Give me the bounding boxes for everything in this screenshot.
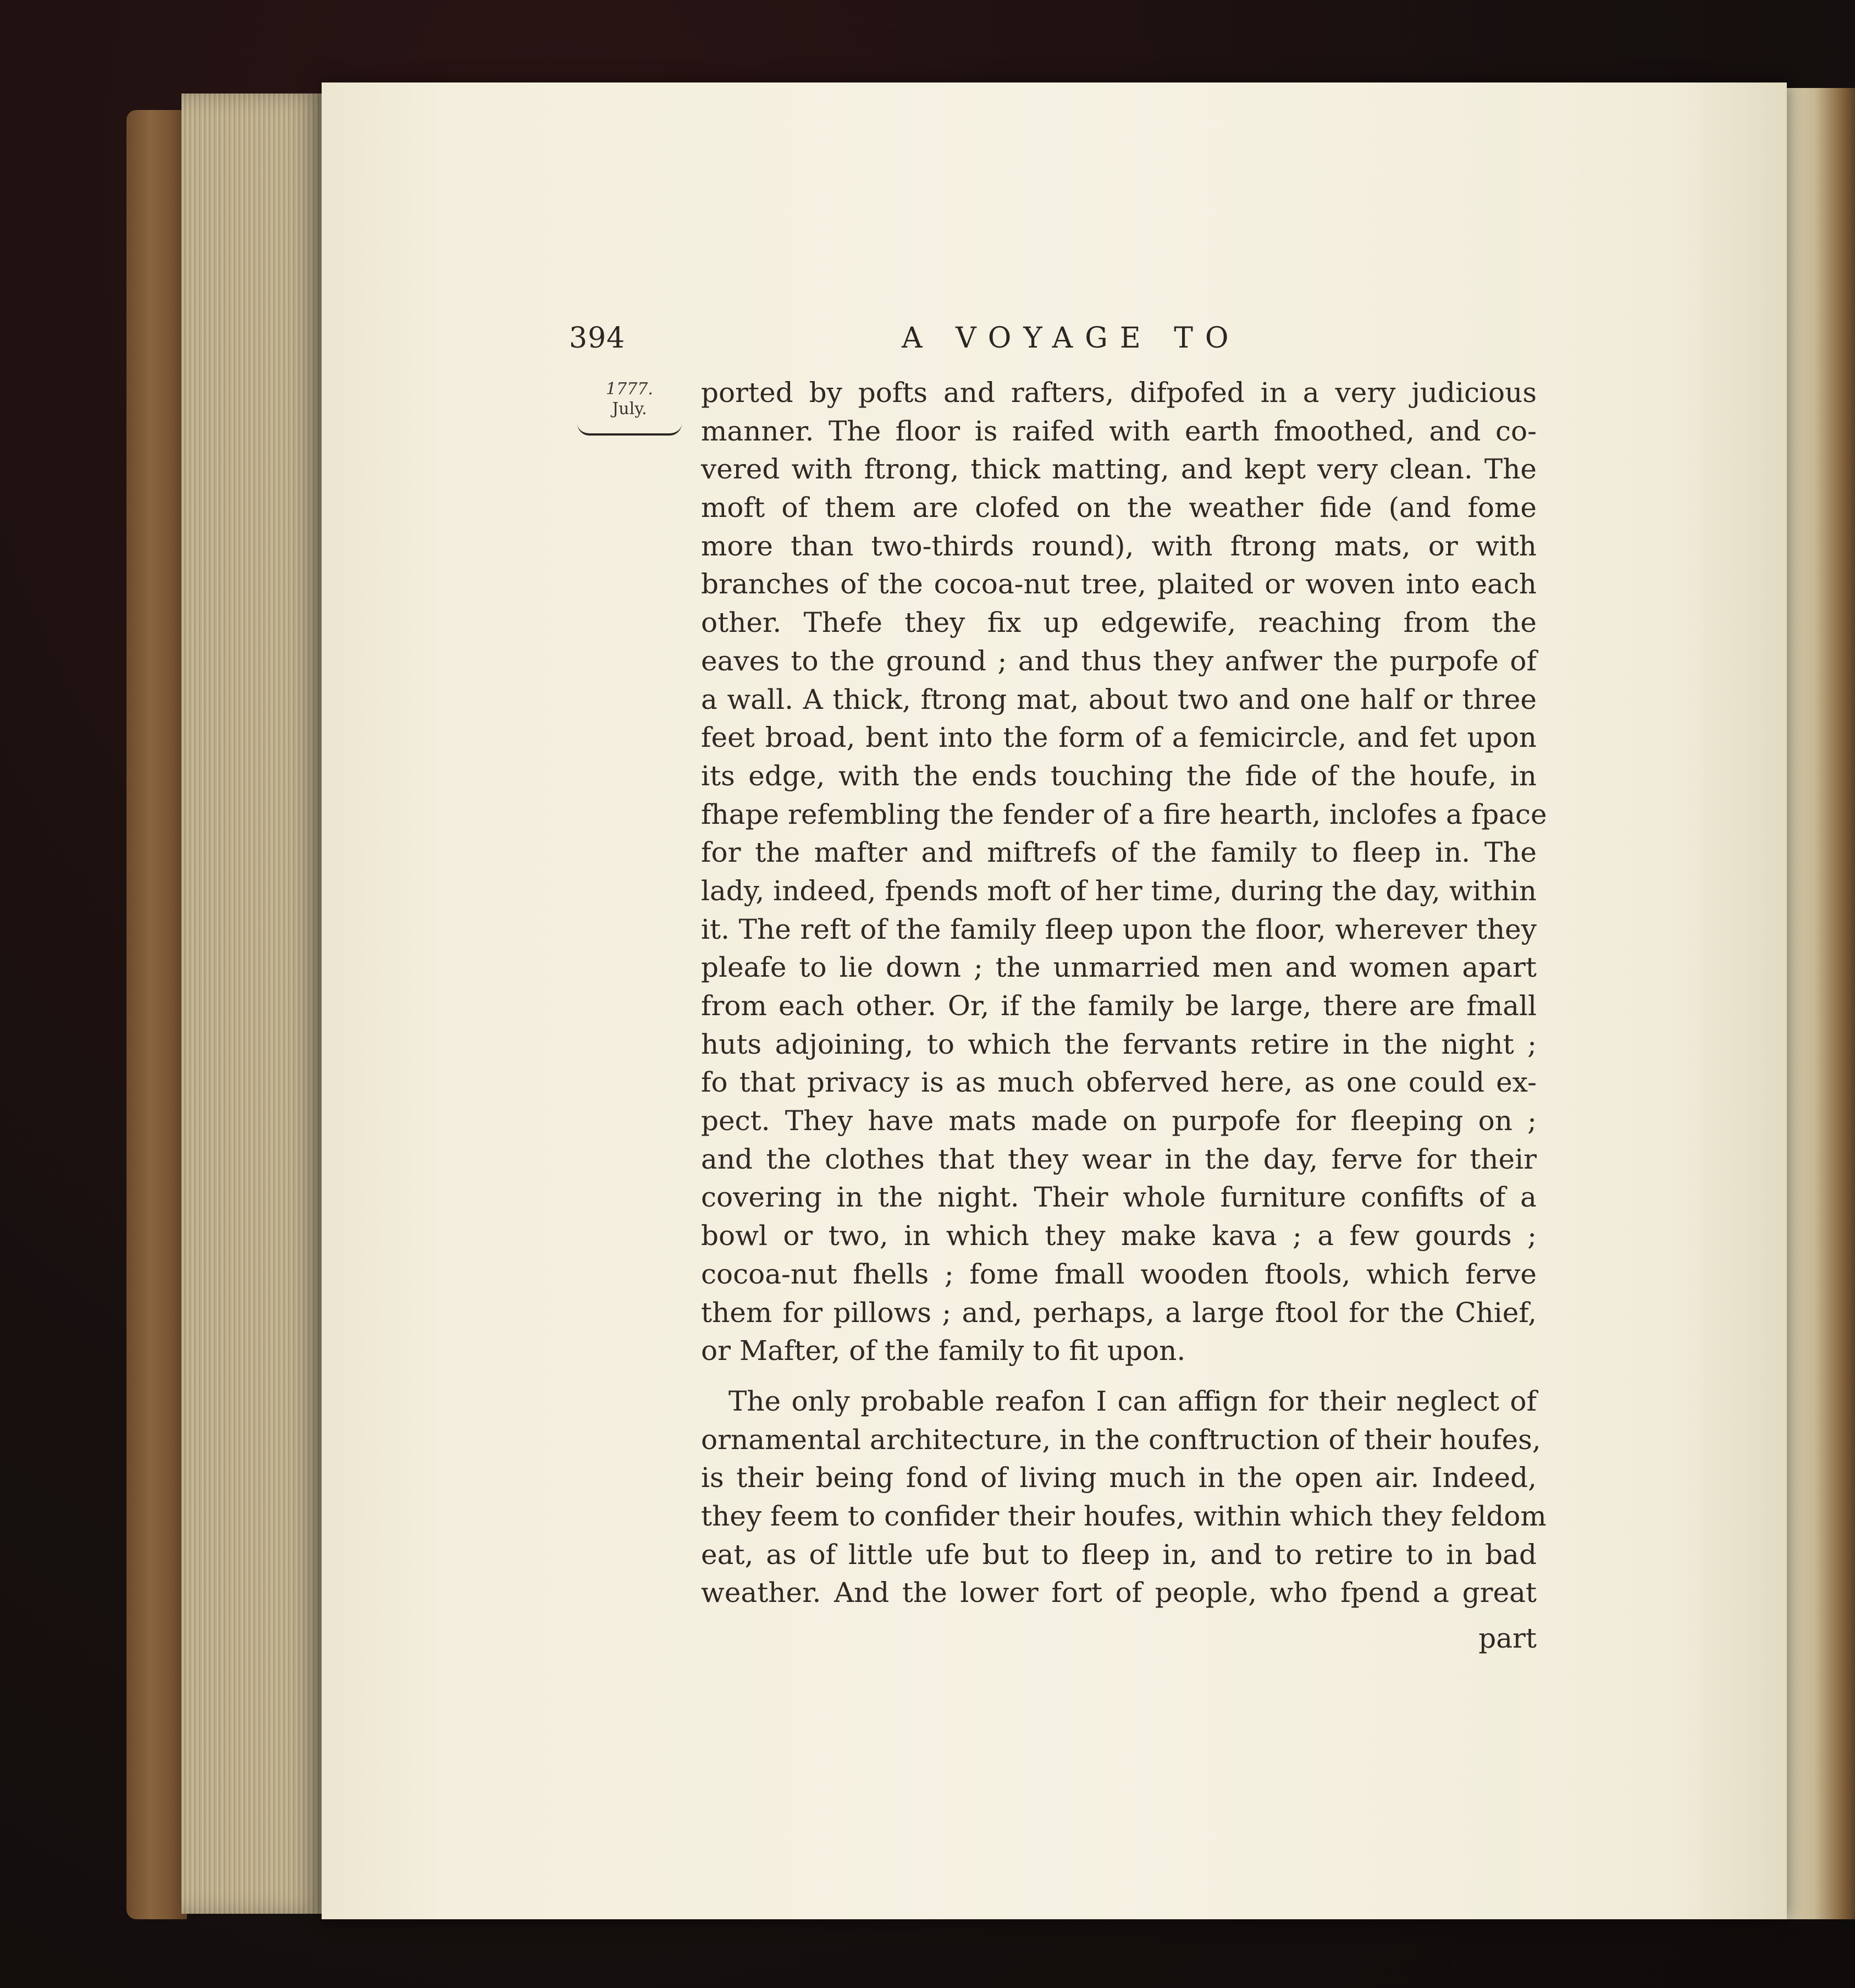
text-line: fhape refembling the fender of a fire hearth, inclofes a fpace: [701, 798, 1547, 830]
text-line: them for pillows ; and, perhaps, a large ftool for the Chief,: [701, 1296, 1537, 1329]
text-line: pect. They have mats made on purpofe for fleeping on ;: [701, 1105, 1537, 1137]
page-edges: [181, 93, 324, 1914]
text-line: covering in the night. Their whole furniture confifts of a: [701, 1181, 1537, 1214]
page-header: [569, 322, 1537, 366]
paragraph: [701, 1383, 1547, 1612]
text-line: fo that privacy is as much obferved here, as one could ex-: [701, 1066, 1537, 1099]
text-line: moft of them are clofed on the weather fide (and fome: [701, 492, 1537, 524]
text-line: vered with ftrong, thick matting, and kept very clean. The: [701, 453, 1537, 486]
text-line: and the clothes that they wear in the day, ferve for their: [701, 1143, 1537, 1175]
facing-page-edge: [1781, 88, 1855, 1919]
text-line: eaves to the ground ; and thus they anfwer the purpofe of: [701, 645, 1537, 677]
paragraph: [701, 374, 1547, 1370]
text-line: from each other. Or, if the family be large, there are fmall: [701, 990, 1537, 1022]
text-line: weather. And the lower fort of people, who fpend a great: [701, 1577, 1537, 1609]
text-line: it. The reft of the family fleep upon the floor, wherever they: [701, 913, 1537, 945]
text-line: lady, indeed, fpends moft of her time, during the day, within: [701, 874, 1537, 907]
running-title: A VOYAGE TO: [902, 322, 1241, 355]
text-line: or Mafter, of the family to fit upon.: [701, 1335, 1186, 1367]
margin-month: July.: [612, 399, 647, 418]
text-line: is their being fond of living much in the open air. Indeed,: [701, 1462, 1537, 1494]
margin-date-note: [572, 379, 687, 436]
book-cover-edge: [126, 110, 187, 1919]
margin-year: 1777.: [606, 379, 653, 399]
text-line: branches of the cocoa-nut tree, plaited or woven into each: [701, 568, 1537, 601]
text-line: bowl or two, in which they make kava ; a few gourds ;: [701, 1220, 1537, 1252]
text-line: more than two-thirds round), with ftrong mats, or with: [701, 530, 1537, 562]
margin-brace: [577, 423, 682, 436]
text-line: eat, as of little ufe but to fleep in, and to retire to in bad: [701, 1538, 1537, 1571]
catchword: part: [1478, 1622, 1537, 1654]
text-line: for the mafter and miftrefs of the family to fleep in. The: [701, 836, 1537, 869]
text-line: a wall. A thick, ftrong mat, about two and one half or three: [701, 683, 1537, 715]
text-line: huts adjoining, to which the fervants retire in the night ;: [701, 1028, 1537, 1060]
text-line: ornamental architecture, in the conftruction of their houfes,: [701, 1423, 1541, 1456]
text-line: The only probable reafon I can affign for their neglect of: [728, 1385, 1537, 1417]
text-line: feet broad, bent into the form of a femicircle, and fet upon: [701, 722, 1537, 754]
text-line: ported by pofts and rafters, difpofed in a very judicious: [701, 377, 1537, 409]
text-line: pleafe to lie down ; the unmarried men and women apart: [701, 951, 1537, 984]
text-line: its edge, with the ends touching the fide of the houfe, in: [701, 759, 1537, 792]
page-number: 394: [569, 322, 626, 355]
text-line: manner. The floor is raifed with earth fmoothed, and co-: [701, 415, 1537, 447]
body-text: [701, 374, 1547, 1612]
text-line: other. Thefe they fix up edgewife, reaching from the: [701, 607, 1537, 639]
text-line: they feem to confider their houfes, within which they feldom: [701, 1500, 1547, 1532]
text-line: cocoa-nut fhells ; fome fmall wooden ftools, which ferve: [701, 1258, 1537, 1290]
